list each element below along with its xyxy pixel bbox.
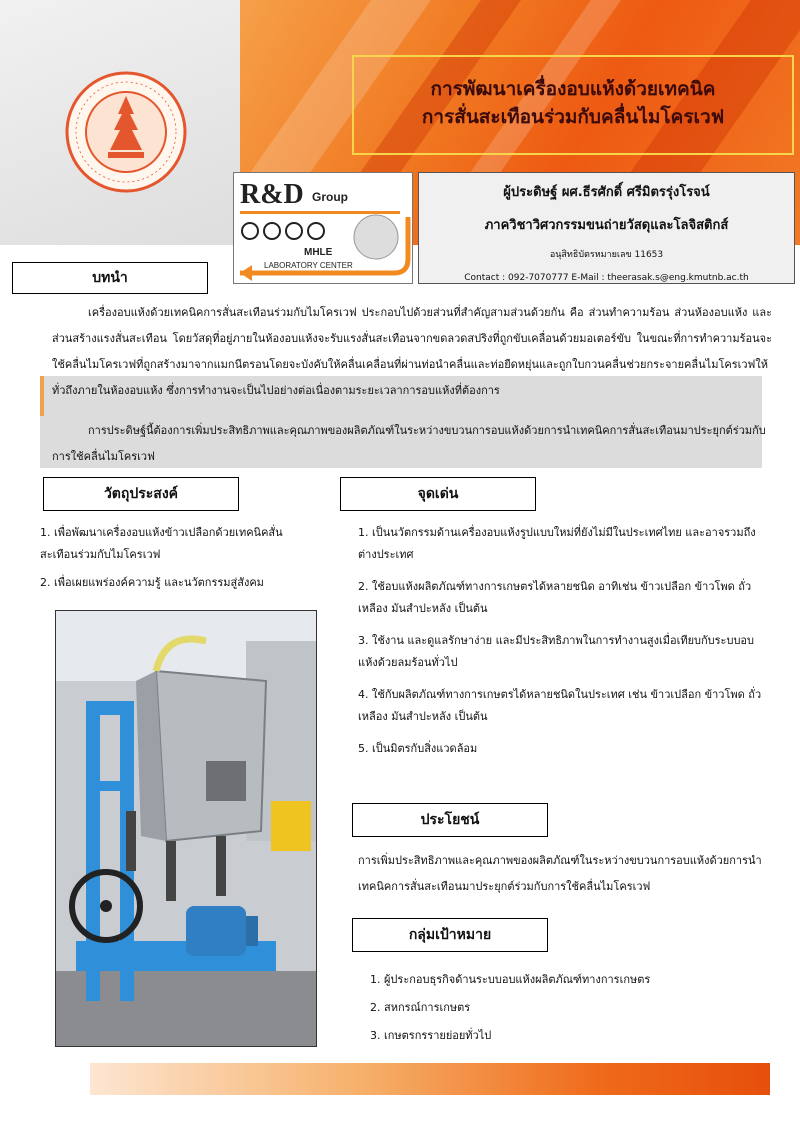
intro-heading: บทนำ <box>12 262 208 294</box>
intro-paragraph-2: การประดิษฐ์นี้ต้องการเพิ่มประสิทธิภาพและคุณภาพของผลิตภัณฑ์ในระหว่างขบวนการอบแห้งด้วยการนำเทคนิคการสั่นสะเทือนมาประยุกต์ร่วมกับการใช้คลื่นไมโครเวฟ <box>52 424 766 463</box>
highlights-heading: จุดเด่น <box>340 477 536 511</box>
target-item: 2. สหกรณ์การเกษตร <box>370 1001 471 1014</box>
objective-item: 1. เพื่อพัฒนาเครื่องอบแห้งข้าวเปลือกด้วยเทคนิคสั่นสะเทือนร่วมกับไมโครเวฟ <box>40 526 283 561</box>
inventor-name: ผู้ประดิษฐ์ ผศ.ธีรศักดิ์ ศรีมิตรรุ่งโรจน์ <box>503 185 710 200</box>
objective-item: 2. เพื่อเผยแพร่องค์ความรู้ และนวัตกรรมสู่สังคม <box>40 576 264 589</box>
targets-heading: กลุ่มเป้าหมาย <box>352 918 548 952</box>
rd-logo-graphic <box>234 173 412 283</box>
contact-info: Contact : 092-7070777 E-Mail : theerasak.s@eng.kmutnb.ac.th <box>464 273 749 283</box>
poster-title-line1: การพัฒนาเครื่องอบแห้งด้วยเทคนิค <box>430 78 716 100</box>
intro-accent-bar <box>40 376 44 416</box>
benefits-heading: ประโยชน์ <box>352 803 548 837</box>
inventor-info-box <box>418 172 795 284</box>
target-item: 3. เกษตรกรรายย่อยทั่วไป <box>370 1029 492 1042</box>
rd-logo-lab: MHLE <box>304 247 333 258</box>
highlight-item: 2. ใช้อบแห้งผลิตภัณฑ์ทางการเกษตรได้หลายชนิด อาทิเช่น ข้าวเปลือก ข้าวโพด ถั่วเหลือง มันสำปะหลัง เป็นต้น <box>358 580 752 615</box>
rd-logo-main: R&D <box>240 179 304 210</box>
benefits-text: การเพิ่มประสิทธิภาพและคุณภาพของผลิตภัณฑ์ในระหว่างขบวนการอบแห้งด้วยการนำเทคนิคการสั่นสะเทือนมาประยุกต์ร่วมกับการใช้คลื่นไมโครเวฟ <box>358 854 762 893</box>
machine-photo <box>55 610 317 1047</box>
rd-logo-center: LABORATORY CENTER <box>264 261 353 270</box>
highlights-list <box>358 522 773 760</box>
objectives-list <box>40 522 310 594</box>
targets-list <box>370 966 770 1050</box>
rd-group-logo <box>233 172 413 284</box>
highlight-item: 4. ใช้กับผลิตภัณฑ์ทางการเกษตรได้หลายชนิดในประเทศ เช่น ข้าวเปลือก ข้าวโพด ถั่วเหลือง มันสำปะหลัง เป็นต้น <box>358 688 762 723</box>
intro-paragraph-1: เครื่องอบแห้งด้วยเทคนิคการสั่นสะเทือนร่วมกับไมโครเวฟ ประกอบไปด้วยส่วนที่สำคัญสามส่วนด้วยกัน คือ ส่วนทำความร้อน ส่วนห้องอบแห้ง และส่วนสร้างแรงสั่นสะเทือน โดยวัสดุที่อยู่ภายในห้องอบแห้งจะรับแรงสั่นสะเทือนจากขดลวดสปริงที่ถูกขับเคลื่อนด้วยมอเตอร์ขับ ในขณะที่การทำความร้อนจะใช้คลื่นไมโครเวฟที่ถูกสร้างมาจากแมกนีตรอนโดยจะบังคับให้คลื่นเคลื่อนที่ผ่านท่อนำคลื่นและท่อยืดหยุ่นและถูกใบกวนคลื่นช่วยกระจายคลื่นไมโครเวฟให้ทั่วถึงภายในห้องอบแห้ง ซึ่งการทำงานจะเป็นไปอย่างต่อเนื่องตามระยะเวลาการอบแห้งที่ต้องการ <box>52 306 772 397</box>
department-name: ภาควิชาวิศวกรรมขนถ่ายวัสดุและโลจิสติกส์ <box>484 218 729 233</box>
target-item: 1. ผู้ประกอบธุรกิจด้านระบบอบแห้งผลิตภัณฑ์ทางการเกษตร <box>370 973 651 986</box>
highlight-item: 5. เป็นมิตรกับสิ่งแวดล้อม <box>358 742 478 755</box>
poster-title-box <box>352 55 794 155</box>
objectives-heading: วัตถุประสงค์ <box>43 477 239 511</box>
highlight-item: 1. เป็นนวัตกรรมด้านเครื่องอบแห้งรูปแบบใหม่ที่ยังไม่มีในประเทศไทย และอาจรวมถึงต่างประเทศ <box>358 526 756 561</box>
university-logo <box>64 70 188 194</box>
highlight-item: 3. ใช้งาน และดูแลรักษาง่าย และมีประสิทธิภาพในการทำงานสูงเมื่อเทียบกับระบบอบแห้งด้วยลมร้อนทั่วไป <box>358 634 755 669</box>
poster-title-line2: การสั่นสะเทือนร่วมกับคลื่นไมโครเวฟ <box>421 106 725 128</box>
rd-logo-group: Group <box>312 190 348 204</box>
patent-number: อนุสิทธิบัตรหมายเลข 11653 <box>549 250 664 260</box>
footer-orange-bar <box>90 1063 770 1095</box>
